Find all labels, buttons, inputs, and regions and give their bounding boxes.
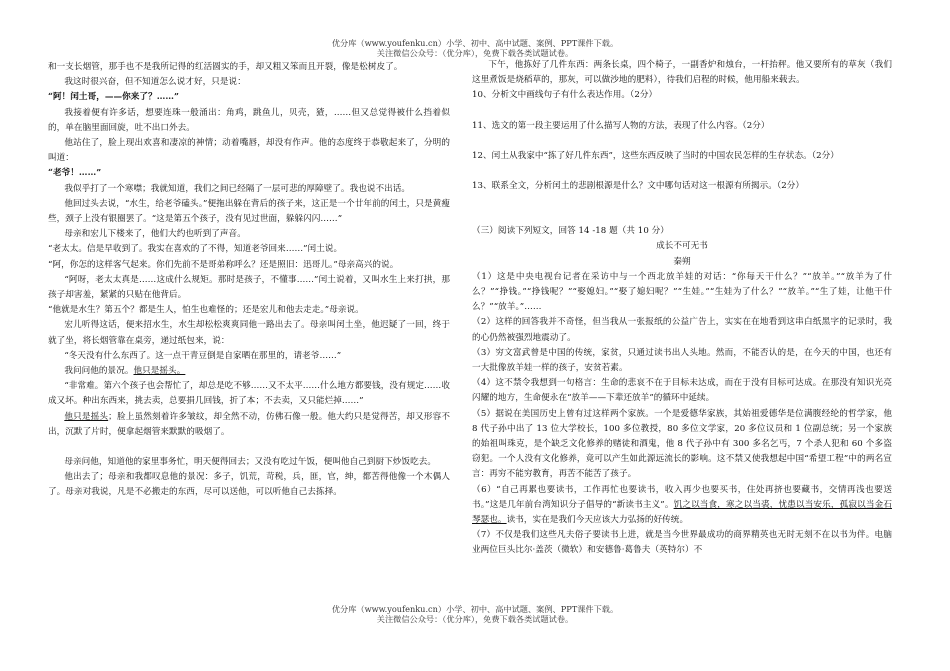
article-paragraph: （4）这不禁令我想到一句格言：生命的悲哀不在于目标未达成，而在于没有目标可达成。在那没有知识光亮闪耀的地方，生命便永在“放羊——下辈还放羊”的循环中延续。 — [472, 378, 892, 404]
left-dialogue: “老太太。信是早收到了。我实在喜欢的了不得，知道老爷回来……”闰土说。 — [48, 244, 343, 255]
left-paragraph: 母亲问他，知道他的家里事务忙，明天便得回去；又没有吃过午饭，便叫他自己到厨下炒饭吃去。 — [64, 457, 437, 468]
left-paragraph: 我这时很兴奋，但不知道怎么说才好，只是说： — [64, 77, 246, 88]
article-text: 读书，实在是我们今天应该大力弘扬的好传统。 — [506, 515, 689, 526]
article-paragraph — [472, 483, 892, 529]
article-text: （6）“自己再累也要读书，工作再忙也要读书，收入再少也要买书，住处再挤也要藏书，交情再浅也要送书。”这是几年前台湾知识分子倡导的“新读书主义”。 — [472, 484, 892, 510]
left-paragraph: 宏儿听得这话，便来招水生，水生却松松爽爽同他一路出去了。母亲叫闰土坐，他迟疑了一回，终于就了坐，将长烟管靠在桌旁，递过纸包来，说： — [48, 320, 450, 346]
left-dialogue: “阿呀，老太太真是……这成什么规矩。那时是孩子，不懂事……”闰土说着，又叫水生上来打拱，那孩子却害羞，紧紧的只贴在他背后。 — [48, 274, 450, 301]
header-line-1: 优分库（www.youfenku.cn）小学、初中、高中试题、案例、PPT课件下载。 — [331, 38, 619, 48]
question-11: 11、选文的第一段主要运用了什么描写人物的方法，表现了什么内容。（2分） — [472, 120, 770, 131]
left-paragraph: 母亲和宏儿下楼来了，他们大约也听到了声音。 — [64, 229, 246, 240]
article-paragraph: （3）穷文富武曾是中国的传统，家贫，只通过读书出人头地。然而，不能否认的是，在今天的中国，也还有一大批像放羊娃一样的孩子，安贫若素。 — [472, 347, 892, 374]
left-paragraph: 和一支长烟管，那手也不是我所记得的红活圆实的手，却又粗又笨而且开裂，像是松树皮了。 — [48, 62, 403, 72]
underlined-sentence: 他只是摇头 — [64, 411, 109, 422]
left-paragraph — [48, 364, 450, 379]
left-dialogue: “冬天没有什么东西了。这一点干青豆倒是自家晒在那里的，请老爷……” — [64, 350, 342, 361]
article-paragraph: （5）据说在美国历史上曾有过这样两个家族。一个是爱德华家族，其始祖爱德华是位满腹经纶的哲学家，他 8 代子孙中出了 13 位大学校长，100 多位教授，80 多位文学家，20 多位议员和 1 位副总统；另一个家族的始祖叫珠克，是个缺乏文化修养的赌徒和酒鬼，他 8 代子孙中有 300 多名乞丐，7 个杀人犯和 60 个多盗窃犯。一个人没有文化修养，竟可以产生如此源远流长的影响。这不禁又使我想起中国“希望工程”中的两名宣言：再穷不能穷教育，再苦不能苦了孩子。 — [472, 408, 892, 480]
spacer — [472, 194, 892, 209]
right-column — [472, 58, 892, 559]
header-line-2: 关注微信公众号：（优分库），免费下载各类试题试卷。 — [376, 48, 574, 58]
question-13: 13、联系全文，分析闰土的悲剧根源是什么？文中哪句话对这一根源有所揭示。（2分） — [472, 181, 805, 192]
left-dialogue: “老爷！……” — [48, 168, 102, 179]
question-12: 12、闰土从我家中“拣了好几件东西”，这些东西反映了当时的中国农民怎样的生存状态。（2分） — [472, 150, 839, 161]
left-dialogue: “阿！闰土哥，——你来了？……” — [48, 92, 179, 103]
page-header — [0, 38, 950, 58]
spacer — [472, 164, 892, 179]
article-paragraph: （2）这样的回答我并不奇怪，但当我从一张报纸的公益广告上，实实在在地看到这串白纸黑字的记录时，我的心仍然被强烈地震动了。 — [472, 317, 892, 343]
question-10: 10、分析文中画线句子有什么表达作用。（2分） — [472, 90, 658, 101]
left-column — [48, 60, 450, 501]
left-paragraph — [48, 410, 450, 440]
left-dialogue: “他就是水生？第五个？都是生人，怕生也难怪的；还是宏儿和他去走走。”母亲说。 — [48, 305, 364, 316]
page-footer — [0, 604, 950, 624]
left-text: ；脸上虽然刻着许多皱纹，却全然不动，仿佛石像一般。他大约只是觉得苦，却又形容不出，沉默了片时，便拿起烟管来默默的吸烟了。 — [48, 411, 450, 437]
left-paragraph: 我接着便有许多话，想要连珠一般涌出：角鸡，跳鱼儿，贝壳，猹，……但又总觉得被什么挡着似的，单在脑里面回旋，吐不出口外去。 — [48, 107, 450, 133]
article-paragraph: （1）这是中央电视台记者在采访中与一个西北放羊娃的对话：“你每天干什么？”“放羊。”“放羊为了什么？”“挣钱。”“挣钱呢？”“娶媳妇。”“娶了媳妇呢？”“生娃。”“生娃为了什么？”“放羊。”“生了娃，让他干什么？”“放羊。”…… — [472, 271, 892, 313]
left-dialogue: “阿，你怎的这样客气起来。你们先前不是哥弟称呼么？还是照旧：迅哥儿。”母亲高兴的说。 — [48, 259, 399, 270]
article-author: 秦朔 — [673, 256, 691, 267]
underlined-sentence: 他只是摇头。 — [133, 366, 186, 377]
spacer — [472, 104, 892, 119]
spacer — [472, 134, 892, 149]
left-text: 我问问他的景况。 — [64, 366, 134, 377]
right-paragraph: 下午，他拣好了几件东西：两条长桌，四个椅子，一副香炉和烛台，一杆抬秤。他又要所有的草灰（我们这里煮饭是烧稻草的，那灰，可以做沙地的肥料），待我们启程的时候，他用船来载去。 — [472, 60, 892, 86]
spacer — [472, 209, 892, 224]
section-heading: （三）阅读下列短文，回答 14 -18 题（共 10 分） — [472, 226, 669, 237]
left-paragraph: 他出去了；母亲和我都叹息他的景况：多子，饥荒，苛税，兵，匪，官，绅，都苦得他像一个木偶人了。母亲对我说，凡是不必搬走的东西，尽可以送他，可以听他自己去拣择。 — [48, 472, 450, 498]
article-title: 成长不可无书 — [656, 241, 708, 252]
footer-line-2: 关注微信公众号：（优分库），免费下载各类试题试卷。 — [376, 614, 574, 624]
left-paragraph: 他回过头去说，“水生，给老爷磕头。”便拖出躲在背后的孩子来，这正是一个廿年前的闰土，只是黄瘦些，颈子上没有银圈罢了。“这是第五个孩子，没有见过世面，躲躲闪闪……” — [48, 198, 450, 225]
spacer — [48, 440, 450, 455]
left-paragraph: 我似乎打了一个寒噤；我就知道，我们之间已经隔了一层可悲的厚障壁了。我也说不出话。 — [64, 183, 411, 194]
article-paragraph: （7）不仅是我们这些凡夫俗子要读书上进，就是当今世界最成功的商界精英也无时无刻不在以书为伴。电脑业两位巨头比尔·盖茨（微软）和安德鲁·葛鲁夫（英特尔）不 — [472, 530, 892, 556]
left-paragraph: 他站住了，脸上现出欢喜和凄凉的神情；动着嘴唇，却没有作声。他的态度终于恭敬起来了，分明的叫道： — [48, 138, 450, 164]
footer-line-1: 优分库（www.youfenku.cn）小学、初中、高中试题、案例、PPT课件下载。 — [331, 604, 619, 614]
underlined-sentence: 饥之以当食，寒之以当裘，忧患以当安乐，孤寂以当金石琴瑟也。 — [472, 499, 892, 526]
left-dialogue: “非常难。第六个孩子也会帮忙了，却总是吃不够……又不太平……什么地方都要钱，没有规定……收成又坏。种出东西来，挑去卖，总要捐几回钱，折了本；不去卖，又只能烂掉……” — [48, 381, 450, 407]
